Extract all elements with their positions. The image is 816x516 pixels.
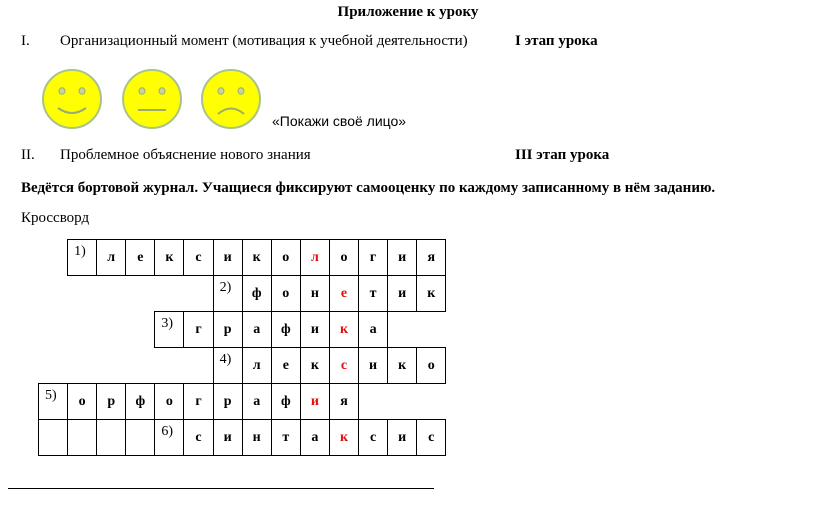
crossword-letter: г — [184, 312, 213, 348]
crossword-letter: и — [213, 240, 242, 276]
crossword-letter: о — [271, 276, 300, 312]
crossword-letter: к — [300, 348, 329, 384]
crossword-grid — [38, 239, 446, 456]
crossword-letter: о — [417, 348, 446, 384]
crossword-blank — [39, 420, 68, 456]
crossword-letter: я — [329, 384, 358, 420]
crossword-blank — [68, 420, 97, 456]
faces-caption: «Покажи своё лицо» — [272, 113, 407, 129]
crossword-blank — [155, 276, 184, 312]
crossword-letter: р — [213, 312, 242, 348]
crossword-number: 1) — [68, 240, 97, 276]
crossword-row — [39, 240, 446, 276]
crossword-blank — [68, 312, 97, 348]
crossword-label: Кроссворд — [21, 210, 90, 226]
neutral-face-icon — [121, 68, 183, 130]
crossword-letter: с — [184, 240, 213, 276]
crossword-letter: а — [300, 420, 329, 456]
crossword-letter: р — [213, 384, 242, 420]
crossword-letter: к — [242, 240, 271, 276]
happy-face-icon — [41, 68, 103, 130]
crossword-key-letter: и — [300, 384, 329, 420]
crossword-key-letter: л — [300, 240, 329, 276]
crossword-number: 3) — [155, 312, 184, 348]
crossword-letter: л — [242, 348, 271, 384]
crossword-blank — [97, 348, 126, 384]
crossword-letter: к — [155, 240, 184, 276]
section-1-stage: I этап урока — [515, 33, 598, 49]
crossword-blank — [39, 348, 68, 384]
crossword-letter: г — [359, 240, 388, 276]
crossword-letter: о — [329, 240, 358, 276]
crossword-letter: к — [388, 348, 417, 384]
crossword-letter: и — [388, 276, 417, 312]
crossword-row — [39, 276, 446, 312]
instruction-text: Ведётся бортовой журнал. Учащиеся фиксируют самооценку по каждому записанному в нём заданию. — [21, 180, 716, 196]
crossword-letter: с — [359, 420, 388, 456]
crossword-letter: и — [359, 348, 388, 384]
crossword-blank — [126, 420, 155, 456]
crossword-blank — [417, 384, 446, 420]
crossword-blank — [155, 348, 184, 384]
crossword-blank — [39, 240, 68, 276]
crossword-row — [39, 348, 446, 384]
section-2-numeral: II. — [21, 147, 35, 163]
crossword-blank — [39, 312, 68, 348]
crossword-letter: и — [300, 312, 329, 348]
crossword-blank — [184, 276, 213, 312]
crossword-letter: ф — [126, 384, 155, 420]
crossword-letter: и — [388, 420, 417, 456]
crossword-blank — [97, 312, 126, 348]
crossword-blank — [417, 312, 446, 348]
crossword-row — [39, 420, 446, 456]
crossword-letter: н — [242, 420, 271, 456]
crossword-blank — [126, 312, 155, 348]
crossword-blank — [126, 276, 155, 312]
crossword-key-letter: с — [329, 348, 358, 384]
crossword-letter: ф — [242, 276, 271, 312]
crossword-letter: т — [271, 420, 300, 456]
crossword-letter: а — [242, 384, 271, 420]
crossword-letter: с — [417, 420, 446, 456]
crossword-letter: с — [184, 420, 213, 456]
sad-face-icon — [200, 68, 262, 130]
crossword-key-letter: к — [329, 420, 358, 456]
crossword-blank — [388, 312, 417, 348]
crossword-letter: к — [417, 276, 446, 312]
crossword-letter: а — [242, 312, 271, 348]
crossword-row — [39, 312, 446, 348]
section-1-numeral: I. — [21, 33, 30, 49]
crossword-letter: л — [97, 240, 126, 276]
crossword-letter: е — [126, 240, 155, 276]
crossword-letter: р — [97, 384, 126, 420]
crossword-letter: и — [213, 420, 242, 456]
crossword-blank — [126, 348, 155, 384]
crossword-blank — [97, 276, 126, 312]
crossword-letter: ф — [271, 384, 300, 420]
crossword-number: 4) — [213, 348, 242, 384]
crossword-blank — [97, 420, 126, 456]
section-2-text: Проблемное объяснение нового знания — [60, 147, 311, 163]
crossword-blank — [184, 348, 213, 384]
crossword-blank — [359, 384, 388, 420]
crossword-letter: а — [359, 312, 388, 348]
crossword-letter: о — [155, 384, 184, 420]
crossword-letter: н — [300, 276, 329, 312]
crossword-row — [39, 384, 446, 420]
crossword-letter: г — [184, 384, 213, 420]
crossword-key-letter: е — [329, 276, 358, 312]
crossword-number: 6) — [155, 420, 184, 456]
crossword-number: 5) — [39, 384, 68, 420]
crossword-letter: е — [271, 348, 300, 384]
crossword-blank — [39, 276, 68, 312]
section-2-stage: III этап урока — [515, 147, 610, 163]
crossword-letter: ф — [271, 312, 300, 348]
page-title: Приложение к уроку — [337, 4, 479, 20]
crossword-letter: т — [359, 276, 388, 312]
crossword-blank — [388, 384, 417, 420]
crossword-blank — [68, 276, 97, 312]
crossword-number: 2) — [213, 276, 242, 312]
crossword-letter: о — [68, 384, 97, 420]
crossword-key-letter: к — [329, 312, 358, 348]
crossword-letter: я — [417, 240, 446, 276]
crossword-letter: о — [271, 240, 300, 276]
crossword-letter: и — [388, 240, 417, 276]
section-1-text: Организационный момент (мотивация к учебной деятельности) — [60, 33, 468, 49]
crossword-baseline — [8, 488, 434, 489]
crossword-blank — [68, 348, 97, 384]
